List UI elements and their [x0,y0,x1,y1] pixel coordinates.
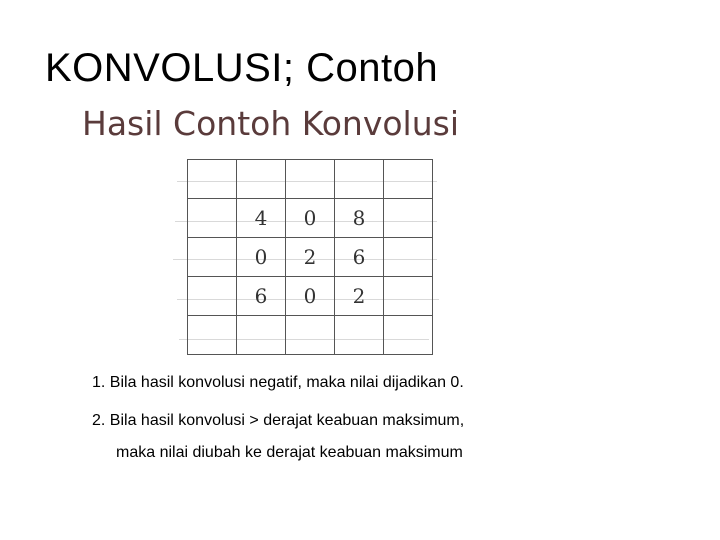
note-line-1: 1. Bila hasil konvolusi negatif, maka nilai dijadikan 0. [92,374,464,391]
grid-row [188,160,433,199]
grid-cell [237,160,286,199]
slide-title: KONVOLUSI; Contoh [45,46,439,90]
grid-cell [188,238,237,277]
convolution-grid-figure [187,159,438,360]
grid-cell [188,199,237,238]
grid-cell: 6 [335,238,384,277]
grid-cell [335,160,384,199]
grid-cell [384,160,433,199]
grid-cell [384,238,433,277]
grid-cell: 0 [237,238,286,277]
grid-cell: 4 [237,199,286,238]
grid-cell: 0 [286,277,335,316]
grid-cell: 2 [286,238,335,277]
grid-row [188,316,433,355]
grid-cell [188,160,237,199]
grid-row [188,238,433,277]
grid-cell [335,316,384,355]
grid-cell: 6 [237,277,286,316]
grid-cell [384,277,433,316]
note-line-2: 2. Bila hasil konvolusi > derajat keabuan maksimum, [92,412,465,429]
grid-cell: 8 [335,199,384,238]
grid-row [188,277,433,316]
grid-cell [286,316,335,355]
figure-heading: Hasil Contoh Konvolusi [82,104,460,143]
grid-cell [384,199,433,238]
result-grid [187,159,433,355]
grid-cell: 0 [286,199,335,238]
grid-cell [384,316,433,355]
grid-cell: 2 [335,277,384,316]
grid-cell [188,277,237,316]
note-line-3: maka nilai diubah ke derajat keabuan maksimum [116,444,463,461]
grid-row [188,199,433,238]
grid-cell [286,160,335,199]
grid-cell [237,316,286,355]
grid-cell [188,316,237,355]
